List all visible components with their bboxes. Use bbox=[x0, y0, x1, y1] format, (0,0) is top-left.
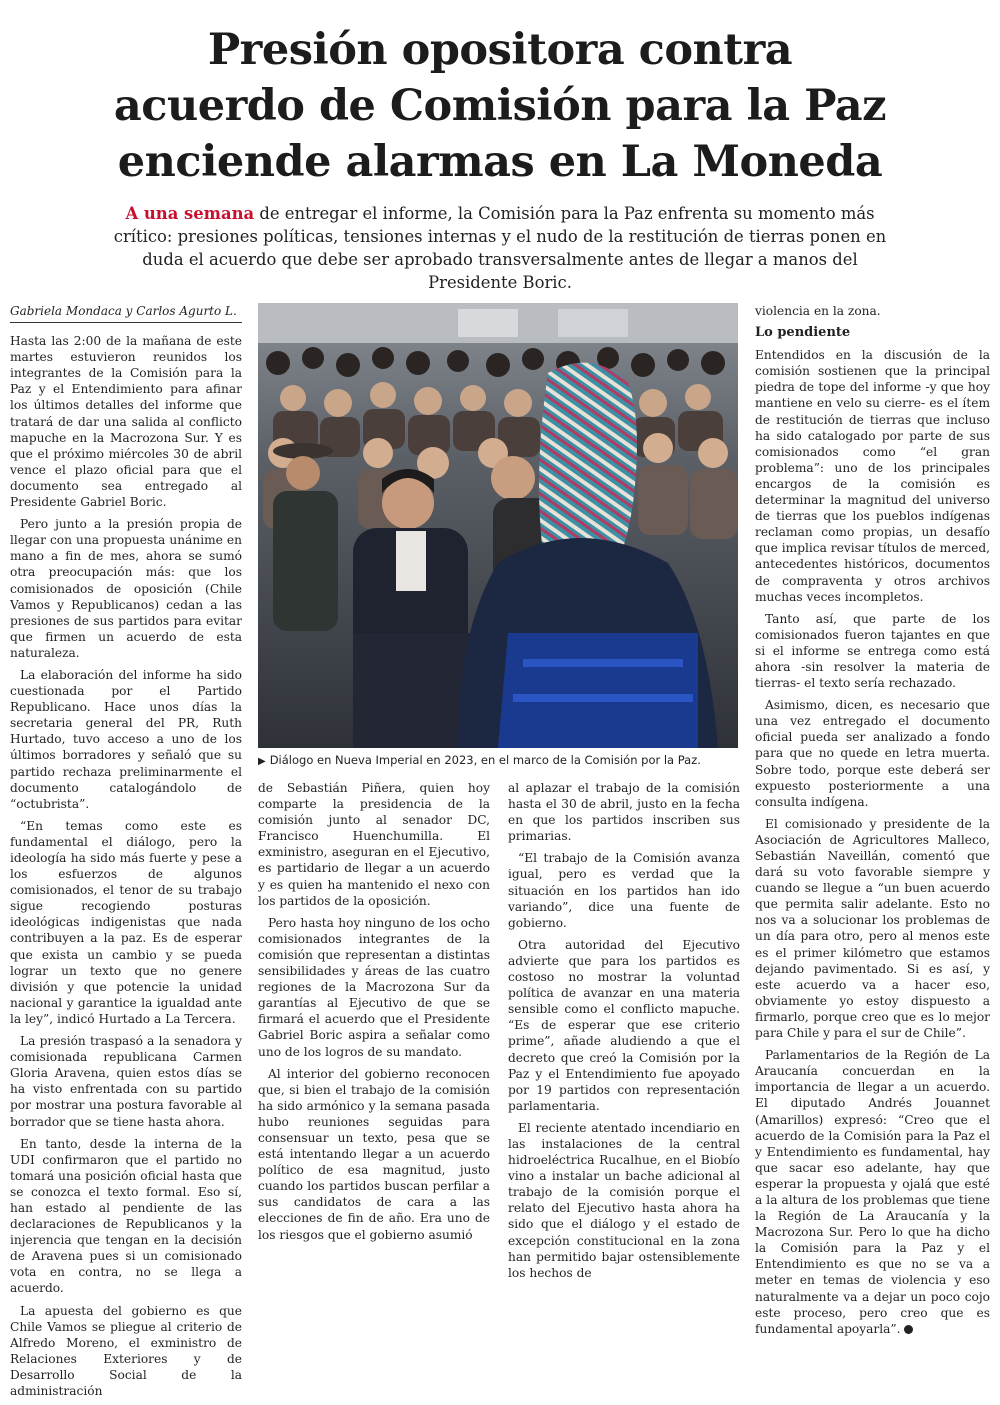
article-column-2 bbox=[258, 780, 490, 1249]
end-mark-icon bbox=[904, 1325, 913, 1334]
headline bbox=[40, 22, 960, 190]
article-paragraph: Al interior del gobierno reconocen que, si bien el trabajo de la comisión ha sido armónico y la semana pasada hubo reuniones seguidas para consensuar un texto, pesa que se está intentando llegar a un acuerdo político de esa magnitud, justo cuando los partidos buscan perfilar a sus candidatos de cara a las elecciones de fin de año. Era uno de los riesgos que el gobierno asumió bbox=[258, 1066, 490, 1242]
lead-paragraph bbox=[100, 202, 900, 294]
article-paragraph: Tanto así, que parte de los comisionados fueron tajantes en que si el informe se entrega como está ahora -sin resolver la materia de tierras- el texto sería rechazado. bbox=[755, 611, 990, 691]
caption-arrow-icon: ▶ bbox=[258, 756, 266, 767]
headline-line-3: enciende alarmas en La Moneda bbox=[117, 137, 883, 187]
article-paragraph: violencia en la zona. bbox=[755, 304, 881, 318]
lead-text: de entregar el informe, la Comisión para la Paz enfrenta su momento más crítico: presiones políticas, tensiones internas y el nudo de la restitución de tierras ponen en duda el acuerdo que debe ser aprobado transversalmente antes de llegar a manos del Presidente Boric. bbox=[113, 204, 887, 292]
caption-text: Diálogo en Nueva Imperial en 2023, en el marco de la Comisión por la Paz. bbox=[269, 753, 701, 767]
article-paragraph: Asimismo, dicen, es necesario que una vez entregado el documento oficial pueda ser analizado a fondo para que no quede en letra muerta. Sobre todo, porque este deberá ser expuesto posteriormente a una consulta indígena. bbox=[755, 698, 990, 809]
article-paragraph: La elaboración del informe ha sido cuestionada por el Partido Republicano. Hace unos días la secretaria general del PR, Ruth Hurtado, tuvo acceso a uno de los últimos borradores y señaló que su partido rechaza preliminarmente el documento catalogándolo de “octubrista”. bbox=[10, 667, 242, 811]
lead-accent: A una semana bbox=[125, 204, 255, 223]
article-paragraph: El reciente atentado incendiario en las instalaciones de la central hidroeléctrica Rucalhue, en el Biobío vino a instalar un bache adicional al trabajo de la comisión porque el relato del Ejecutivo hasta ahora ha sido que el diálogo y el estado de excepción constitucional en la zona han permitido bajar ostensiblemente los hechos de bbox=[508, 1120, 740, 1280]
photo-caption bbox=[258, 752, 738, 770]
article-paragraph: Pero junto a la presión propia de llegar con una propuesta unánime en mano a fin de mes, ahora se sumó otra preocupación más: que los comisionados de oposición (Chile Vamos y Republicanos) cedan a las presiones de sus partidos para evitar que firmen un acuerdo de esta naturaleza. bbox=[10, 517, 242, 660]
article-column-1 bbox=[10, 303, 242, 1405]
article-paragraph: La apuesta del gobierno es que Chile Vamos se pliegue al criterio de Alfredo Moreno, el exministro de Relaciones Exteriores y de Desarrollo Social de la administración bbox=[10, 1303, 242, 1398]
article-paragraph: Otra autoridad del Ejecutivo advierte que para los partidos es costoso no mostrar la voluntad política de avanzar en una materia sensible como el conflicto mapuche. “Es de esperar que ese criterio prime”, añade aludiendo a que el decreto que creó la Comisión por la Paz y el Entendimiento fue apoyado por 19 partidos con representación parlamentaria. bbox=[508, 937, 740, 1113]
article-paragraph: El comisionado y presidente de la Asociación de Agricultores Malleco, Sebastián Naveillán, comentó que dará su voto favorable siempre y cuando se llegue a “un buen acuerdo que permita salir adelante. Esto no nos va a solucionar los problemas de un día para otro, pero al menos este es el primer kilómetro que estamos dejando pavimentado. Si es así, y este acuerdo va a hacer eso, obviamente yo estoy dispuesto a firmarlo, porque creo que es lo mejor para Chile y para el sur de Chile”. bbox=[755, 816, 990, 1041]
byline: Gabriela Mondaca y Carlos Agurto L. bbox=[10, 303, 242, 323]
article-paragraph: al aplazar el trabajo de la comisión hasta el 30 de abril, justo en la fecha en que los partidos inscriben sus primarias. bbox=[508, 781, 740, 844]
crowd-photo-illustration bbox=[258, 303, 738, 748]
article-paragraph: de Sebastián Piñera, quien hoy comparte la presidencia de la comisión junto al senador DC, Francisco Huenchumilla. El exministro, aseguran en el Ejecutivo, es partidario de llegar a un acuerdo y es quien ha mantenido el nexo con los partidos de la oposición. bbox=[258, 781, 490, 908]
headline-line-2: acuerdo de Comisión para la Paz bbox=[113, 81, 887, 131]
article-paragraph bbox=[755, 1047, 990, 1337]
final-paragraph-text: Parlamentarios de la Región de La Araucanía concuerdan en la importancia de llegar a un acuerdo. El diputado Andrés Jouannet (Amarillos) expresó: “Creo que el acuerdo de la Comisión para la Paz el y Entendimiento es fundamental, hay que sacar eso adelante, hay que esperar la propuesta y ojalá que esté a la altura de los problemas que tiene la Región de La Araucanía y la Macrozona Sur. Pero lo que ha dicho la Comisión para la Paz y el Entendimiento es que no se va a meter en temas de violencia y eso naturalmente va a dejar un poco cojo este proceso, pero creo que es fundamental apoyarla”. bbox=[755, 1048, 990, 1336]
section-subhead: Lo pendiente bbox=[755, 325, 851, 341]
article-photo bbox=[258, 303, 738, 748]
article-paragraph: La presión traspasó a la senadora y comisionada republicana Carmen Gloria Aravena, quien estos días se ha visto enfrentada con su partido por mostrar una postura favorable al borrador que se tiene hasta ahora. bbox=[10, 1034, 242, 1129]
article-column-4 bbox=[755, 303, 990, 1343]
article-paragraph: “En temas como este es fundamental el diálogo, pero la ideología ha sido más fuerte y pese a los esfuerzos de algunos comisionados, el tenor de su trabajo sigue recogiendo posturas ideológicas indigenistas que nada contribuyen a la paz. Es de esperar que exista un cambio y se pueda lograr un texto que no genere división y que potencie la unidad nacional y garantice la igualdad ante la ley”, indicó Hurtado a La Tercera. bbox=[10, 818, 242, 1026]
article-paragraph: Entendidos en la discusión de la comisión sostienen que la principal piedra de tope del informe -y que hoy mantiene en velo su cierre- es el ítem de restitución de tierras que incluso ha sido catalogado por parte de sus comisionados como “el gran problema”: uno de los principales encargos de la comisión es determinar la magnitud del universo de tierras que los pueblos indígenas reclaman como propias, un desafío que implica revisar títulos de merced, antecedentes históricos, documentos de compraventa y otros archivos muchas veces incompletos. bbox=[755, 348, 990, 604]
headline-line-1: Presión opositora contra bbox=[207, 25, 793, 75]
article-paragraph: Pero hasta hoy ninguno de los ocho comisionados integrantes de la comisión que representan a distintas sensibilidades y áreas de las cuatro regiones de la Macrozona Sur da garantías al Ejecutivo de que se firmará el acuerdo que el Presidente Gabriel Boric aspira a señalar como uno de los logros de su mandato. bbox=[258, 915, 490, 1059]
article-paragraph: Hasta las 2:00 de la mañana de este martes estuvieron reunidos los integrantes de la Comisión para la Paz y el Entendimiento para afinar los últimos detalles del informe que tratará de dar una salida al conflicto mapuche en la Macrozona Sur. Y es que el próximo miércoles 30 de abril vence el plazo oficial para que el documento sea entregado al Presidente Gabriel Boric. bbox=[10, 334, 242, 510]
article-paragraph: “El trabajo de la Comisión avanza igual, pero es verdad que la situación en los partidos han ido variando”, dice una fuente de gobierno. bbox=[508, 851, 740, 930]
article-paragraph: En tanto, desde la interna de la UDI confirmaron que el partido no tomará una posición oficial hasta que se conozca el texto formal. Eso sí, han estado al pendiente de las declaraciones de Republicanos y la injerencia que tengan en la decisión de Aravena pues si un comisionado vota en contra, no se llega a acuerdo. bbox=[10, 1136, 242, 1296]
article-column-3 bbox=[508, 780, 740, 1287]
